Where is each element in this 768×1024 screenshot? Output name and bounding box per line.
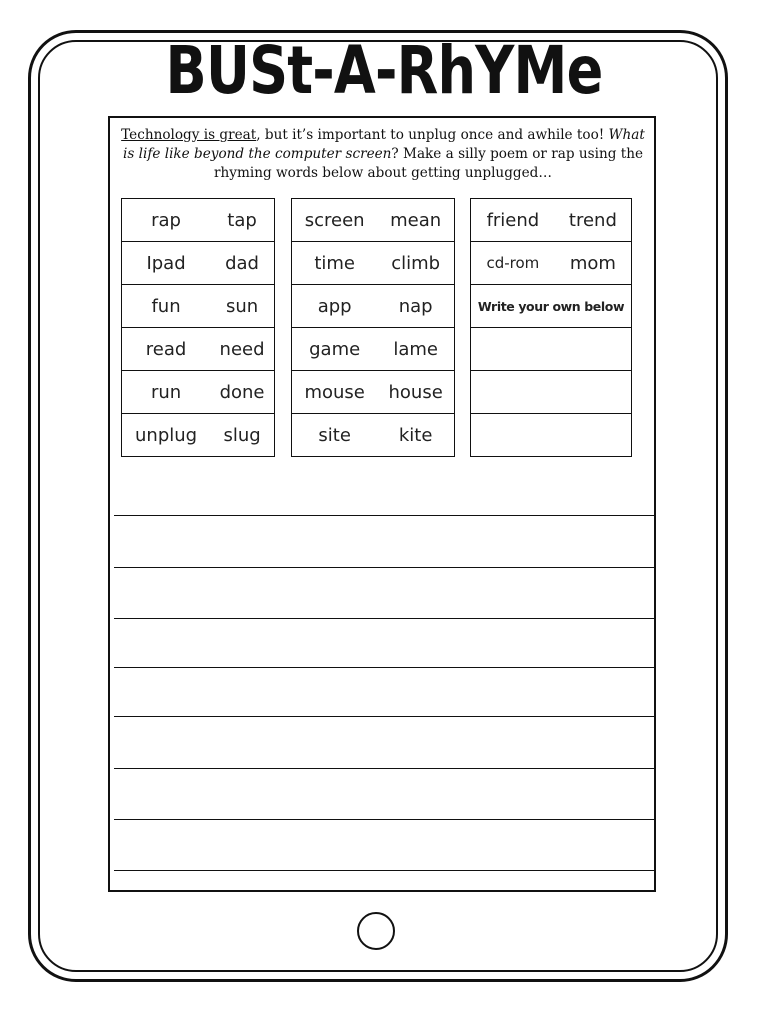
rhyme-word: run xyxy=(150,381,182,403)
rhyme-row xyxy=(471,285,632,328)
writing-line[interactable] xyxy=(114,667,654,668)
rhyme-word: screen xyxy=(304,209,365,231)
writing-line[interactable] xyxy=(114,618,654,619)
rhyme-word: done xyxy=(219,381,265,403)
blank-rhyme-row xyxy=(471,328,632,371)
blank-rhyme-row xyxy=(471,371,632,414)
rhyme-row xyxy=(292,414,455,457)
rhyme-word: mean xyxy=(390,209,442,231)
rhyme-word: friend xyxy=(486,209,540,231)
rhyme-word: Ipad xyxy=(146,252,186,274)
rhyme-row xyxy=(292,242,455,285)
rhyme-word: cd-rom xyxy=(486,254,540,272)
writing-line[interactable] xyxy=(114,567,654,568)
rhyme-row xyxy=(292,328,455,371)
rhyme-word: house xyxy=(388,381,443,403)
writing-line[interactable] xyxy=(114,716,654,717)
rhyme-word: fun xyxy=(151,295,181,317)
rhyme-row xyxy=(122,199,275,242)
rhyme-word: time xyxy=(314,252,355,274)
rhyme-word: lame xyxy=(393,338,438,360)
rhyme-word: site xyxy=(318,424,351,446)
intro-text: , but it’s important to unplug once and awhile too! xyxy=(256,127,609,143)
rhyme-row xyxy=(471,199,632,242)
blank-rhyme-row xyxy=(471,414,632,457)
rhyme-word: mom xyxy=(569,252,616,274)
rhyme-row xyxy=(122,285,275,328)
rhyme-word: kite xyxy=(398,424,433,446)
rhyme-row xyxy=(122,328,275,371)
home-button xyxy=(357,912,395,950)
writing-line[interactable] xyxy=(114,819,654,820)
rhyme-word: sun xyxy=(225,295,259,317)
rhyme-row xyxy=(292,371,455,414)
rhyme-row xyxy=(292,285,455,328)
intro-text-end: ? Make a silly poem or rap using the rhyming words below about getting unplugged… xyxy=(214,146,643,181)
rhyme-word: unplug xyxy=(135,424,198,446)
blank-rhyme-cell[interactable] xyxy=(471,371,632,414)
blank-rhyme-cell[interactable] xyxy=(471,328,632,371)
rhyme-table-1 xyxy=(121,198,275,457)
rhyme-word: rap xyxy=(151,209,181,231)
write-own-label: Write your own below xyxy=(477,298,625,314)
rhyme-table-2 xyxy=(291,198,455,457)
writing-line[interactable] xyxy=(114,870,654,871)
rhyme-row xyxy=(122,414,275,457)
rhyme-row xyxy=(292,199,455,242)
rhyme-row xyxy=(122,242,275,285)
rhyme-row xyxy=(122,371,275,414)
instructions-text xyxy=(120,126,646,183)
tablet-screen xyxy=(108,116,656,892)
rhyme-word: game xyxy=(309,338,361,360)
rhyme-row xyxy=(471,242,632,285)
rhyme-table-3 xyxy=(470,198,632,457)
rhyme-word: mouse xyxy=(304,381,365,403)
intro-underlined: Technology is great xyxy=(121,127,257,143)
rhyme-word: app xyxy=(317,295,352,317)
rhyme-word: nap xyxy=(398,295,433,317)
rhyme-word: need xyxy=(219,338,265,360)
intro-italic: What is life like beyond the computer screen xyxy=(123,127,645,162)
rhyme-word: climb xyxy=(391,252,441,274)
rhyme-word: dad xyxy=(225,252,259,274)
writing-line[interactable] xyxy=(114,768,654,769)
rhyme-word: read xyxy=(145,338,187,360)
rhyme-word: slug xyxy=(223,424,261,446)
worksheet-title: BUSt-A-RhYMe xyxy=(165,32,603,109)
rhyme-word: trend xyxy=(568,209,617,231)
writing-line[interactable] xyxy=(114,515,654,516)
blank-rhyme-cell[interactable] xyxy=(471,414,632,457)
rhyme-word: tap xyxy=(227,209,257,231)
